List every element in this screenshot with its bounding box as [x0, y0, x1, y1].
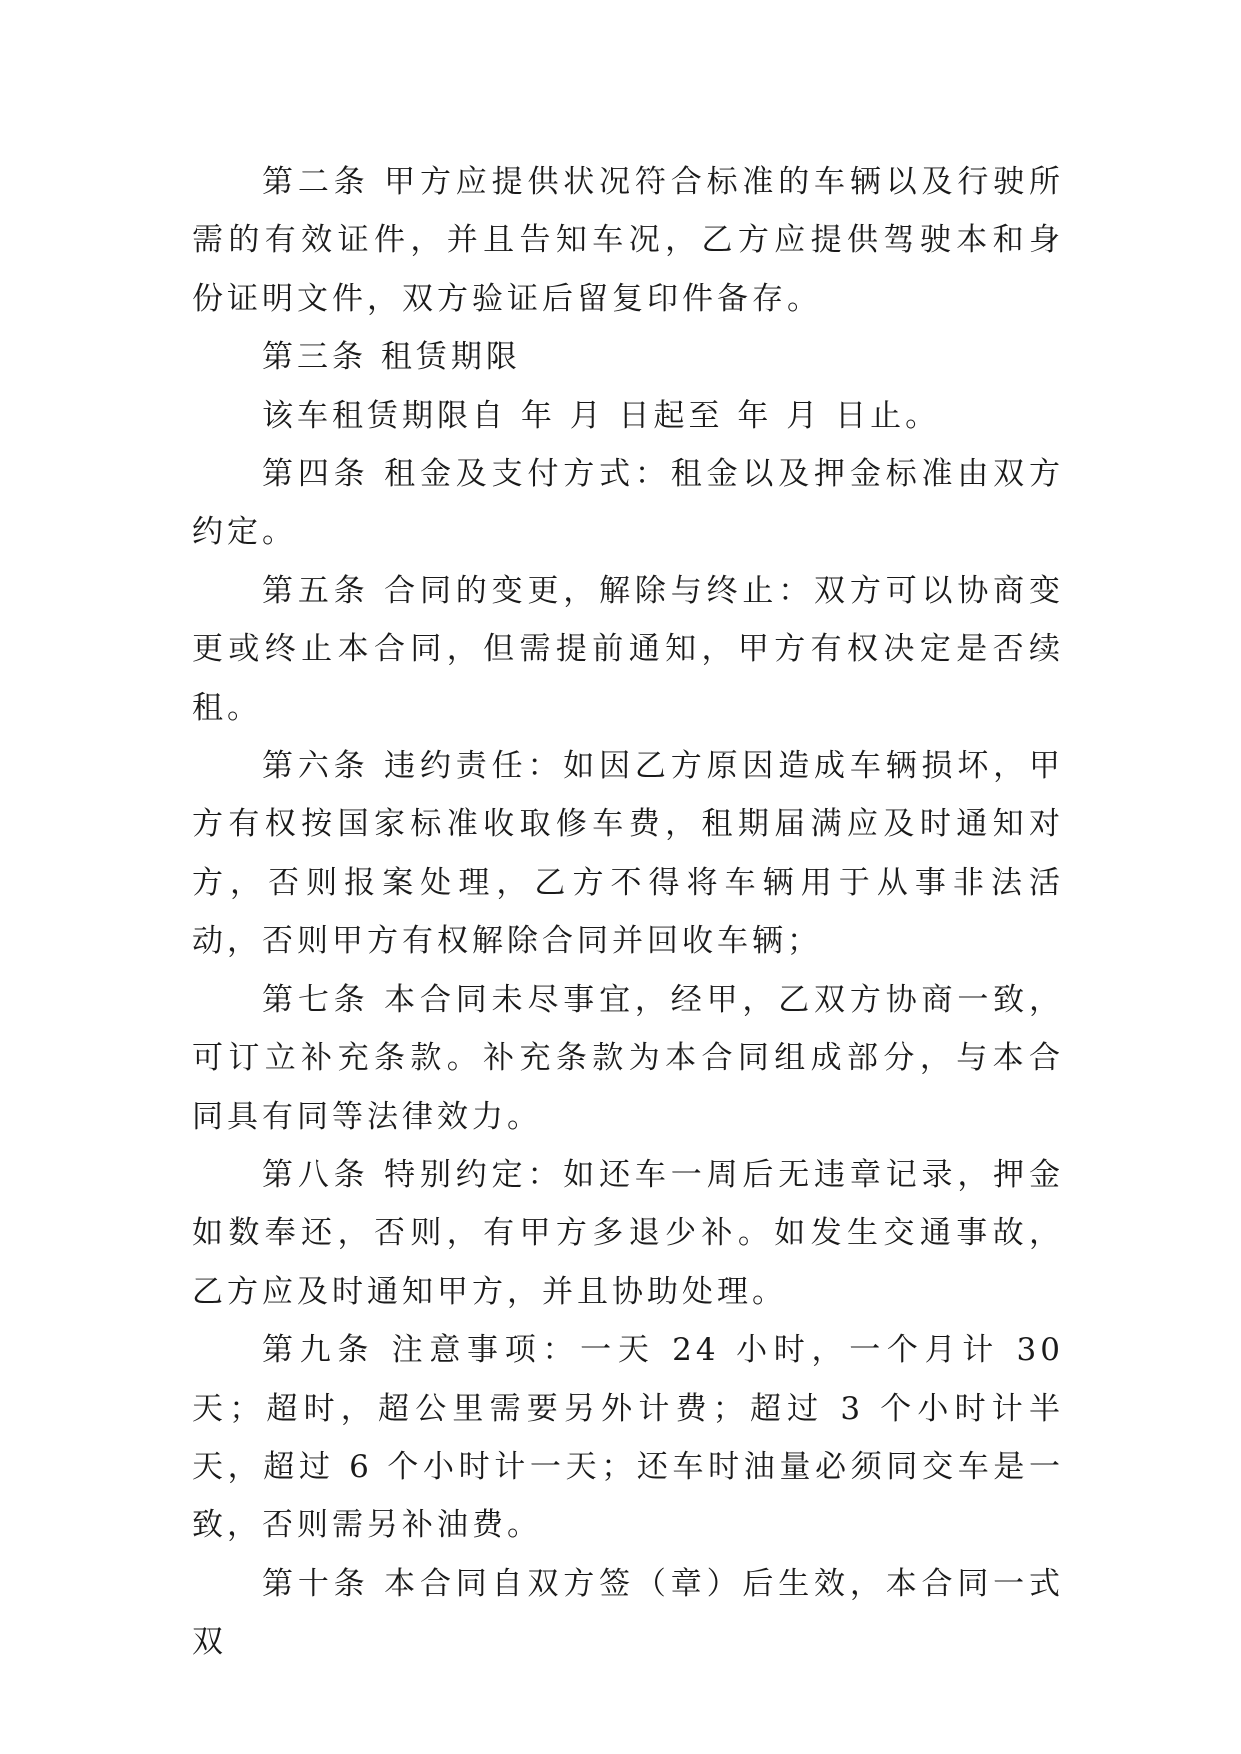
clause-2-paragraph: 第二条 甲方应提供状况符合标准的车辆以及行驶所需的有效证件，并且告知车况，乙方应提供驾驶本和身份证明文件，双方验证后留复印件备存。 [192, 164, 1064, 317]
lease-period-paragraph: 该车租赁期限自 年 月 日起至 年 月 日止。 [262, 397, 941, 434]
clause-3-heading: 第三条 租赁期限 [262, 339, 521, 376]
clause-10-paragraph: 第十条 本合同自双方签（章）后生效，本合同一式双 [192, 1565, 1064, 1661]
clause-4-paragraph: 第四条 租金及支付方式：租金以及押金标准由双方约定。 [192, 456, 1064, 551]
clause-9-paragraph: 第九条 注意事项：一天 24 小时，一个月计 30 天；超时，超公里需要另外计费；超过 3 个小时计半天，超过 6 个小时计一天；还车时油量必须同交车是一致，否则需另补油费。 [192, 1332, 1064, 1544]
clause-7-paragraph: 第七条 本合同未尽事宜，经甲，乙双方协商一致，可订立补充条款。补充条款为本合同组成部分，与本合同具有同等法律效力。 [192, 981, 1064, 1135]
clause-5-paragraph: 第五条 合同的变更，解除与终止：双方可以协商变更或终止本合同，但需提前通知，甲方有权决定是否续租。 [192, 572, 1064, 726]
clause-6-paragraph: 第六条 违约责任：如因乙方原因造成车辆损坏，甲方有权按国家标准收取修车费，租期届满应及时通知对方，否则报案处理，乙方不得将车辆用于从事非法活动，否则甲方有权解除合同并回收车辆； [192, 748, 1064, 960]
contract-body [192, 153, 1064, 1672]
clause-8-paragraph: 第八条 特别约定：如还车一周后无违章记录，押金如数奉还，否则，有甲方多退少补。如发生交通事故，乙方应及时通知甲方，并且协助处理。 [192, 1156, 1064, 1310]
